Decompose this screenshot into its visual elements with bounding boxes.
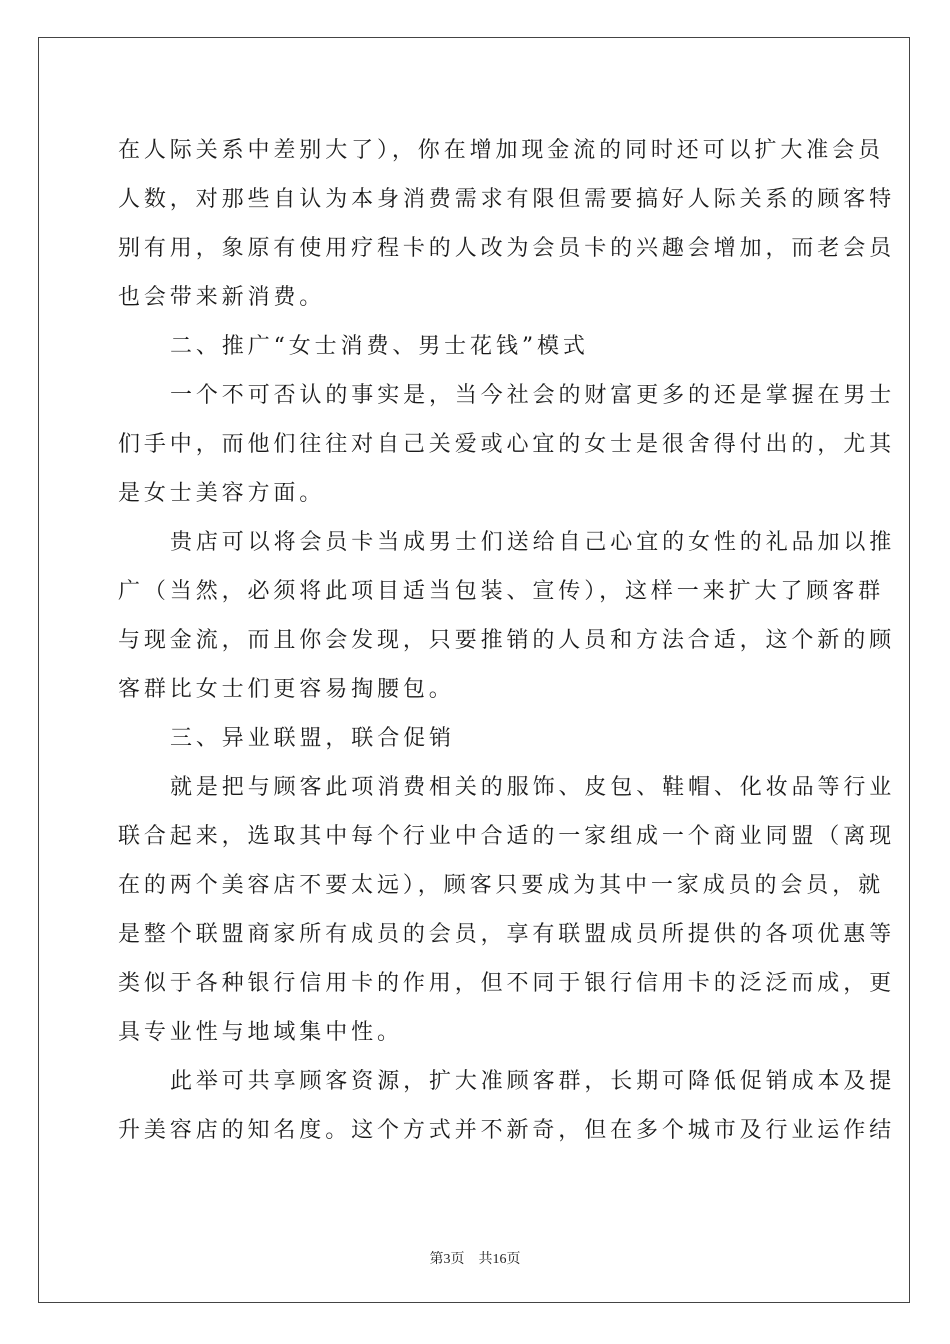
text-line: 就是把与顾客此项消费相关的服饰、皮包、鞋帽、化妆品等行业 [170, 775, 896, 800]
text-line: 也会带来新消费。 [118, 285, 326, 310]
text-line: 此举可共享顾客资源，扩大准顾客群，长期可降低促销成本及提 [170, 1069, 896, 1094]
text-line: 客群比女士们更容易掏腰包。 [118, 677, 455, 702]
page-footer [0, 1248, 950, 1268]
text-line: 类似于各种银行信用卡的作用，但不同于银行信用卡的泛泛而成，更 [118, 971, 896, 996]
page-total: 共16页 [478, 1252, 521, 1267]
text-line: 升美容店的知名度。这个方式并不新奇，但在多个城市及行业运作结 [118, 1118, 896, 1143]
text-line: 在人际关系中差别大了），你在增加现金流的同时还可以扩大准会员 [118, 138, 885, 163]
section-heading: 二、推广“女士消费、男士花钱”模式 [170, 334, 589, 359]
text-line: 在的两个美容店不要太远），顾客只要成为其中一家成员的会员，就 [118, 873, 885, 898]
document-body [118, 126, 896, 1155]
section-heading: 三、异业联盟，联合促销 [170, 726, 455, 751]
text-line: 与现金流，而且你会发现，只要推销的人员和方法合适，这个新的顾 [118, 628, 896, 653]
text-line: 是女士美容方面。 [118, 481, 326, 506]
page-number: 第3页 [429, 1252, 465, 1267]
text-line: 贵店可以将会员卡当成男士们送给自己心宜的女性的礼品加以推 [170, 530, 896, 555]
text-line: 们手中，而他们往往对自己关爱或心宜的女士是很舍得付出的，尤其 [118, 432, 896, 457]
text-line: 是整个联盟商家所有成员的会员，享有联盟成员所提供的各项优惠等 [118, 922, 896, 947]
text-line: 一个不可否认的事实是，当今社会的财富更多的还是掌握在男士 [170, 383, 896, 408]
text-line: 广（当然，必须将此项目适当包装、宣传），这样一来扩大了顾客群 [118, 579, 885, 604]
text-line: 联合起来，选取其中每个行业中合适的一家组成一个商业同盟（离现 [118, 824, 896, 849]
text-line: 别有用，象原有使用疗程卡的人改为会员卡的兴趣会增加，而老会员 [118, 236, 896, 261]
text-line: 具专业性与地域集中性。 [118, 1020, 403, 1045]
text-line: 人数，对那些自认为本身消费需求有限但需要搞好人际关系的顾客特 [118, 187, 896, 212]
